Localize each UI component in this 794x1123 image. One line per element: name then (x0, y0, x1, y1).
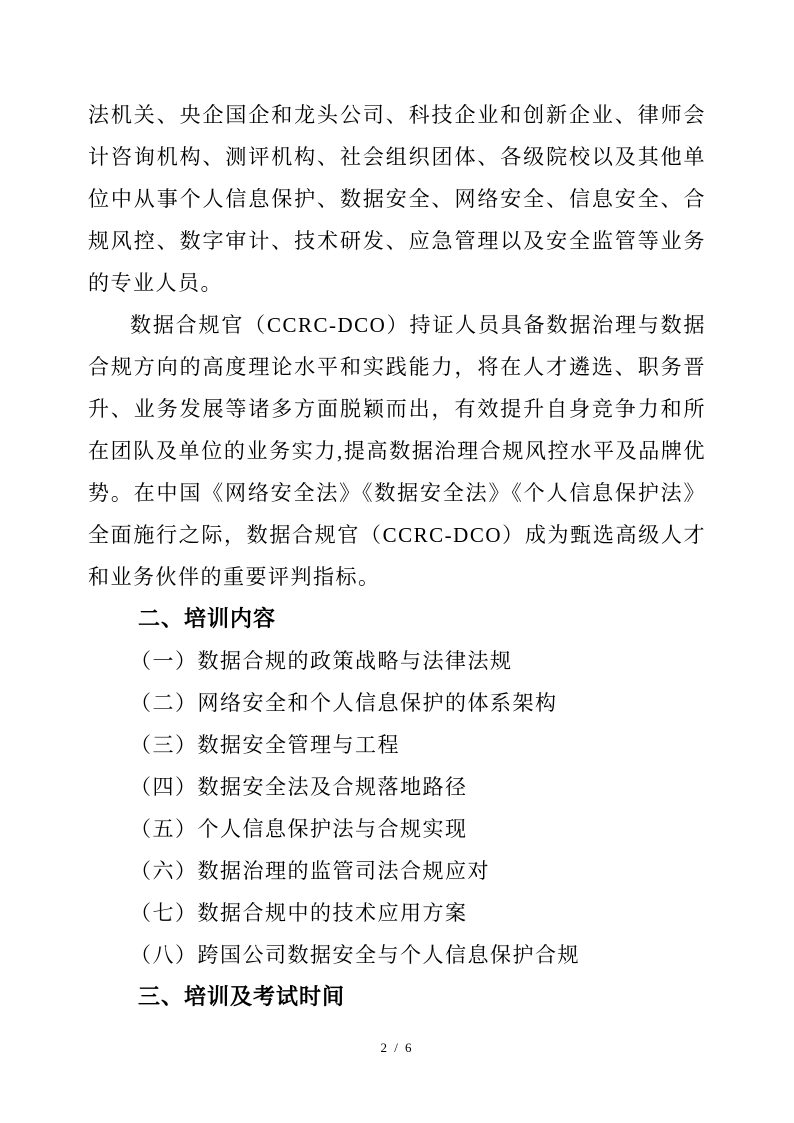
training-content-item: （七）数据合规中的技术应用方案 (130, 901, 468, 925)
training-content-item: （八）跨国公司数据安全与个人信息保护合规 (130, 943, 580, 967)
training-content-item: （三）数据安全管理与工程 (130, 733, 400, 757)
training-content-item: （六）数据治理的监管司法合规应对 (130, 859, 490, 883)
page-number: 2 / 6 (380, 1040, 414, 1055)
training-content-item: （一）数据合规的政策战略与法律法规 (130, 649, 513, 673)
training-content-item: （二）网络安全和个人信息保护的体系架构 (130, 691, 558, 715)
section-heading-training-content: 二、培训内容 (138, 606, 277, 631)
training-content-item: （五）个人信息保护法与合规实现 (130, 817, 468, 841)
body-paragraph-dco-benefits: 数据合规官（CCRC-DCO）持证人员具备数据治理与数据合规方向的高度理论水平和实践能力，将在人才遴选、职务晋升、业务发展等诸多方面脱颖而出，有效提升自身竞争力和所在团队及单位的业务实力,提高数据治理合规风控水平及品牌优势。在中国《网络安全法》《数据安全法》《个人信息保护法》全面施行之际，数据合规官（CCRC-DCO）成为甄选高级人才和业务伙伴的重要评判指标。 (88, 313, 706, 589)
page-content (88, 94, 706, 1018)
training-content-item: （四）数据安全法及合规落地路径 (130, 775, 468, 799)
section-heading-training-exam-time: 三、培训及考试时间 (138, 984, 346, 1009)
body-paragraph-continued: 法机关、央企国企和龙头公司、科技企业和创新企业、律师会计咨询机构、测评机构、社会组织团体、各级院校以及其他单位中从事个人信息保护、数据安全、网络安全、信息安全、合规风控、数字审计、技术研发、应急管理以及安全监管等业务的专业人员。 (88, 103, 706, 295)
